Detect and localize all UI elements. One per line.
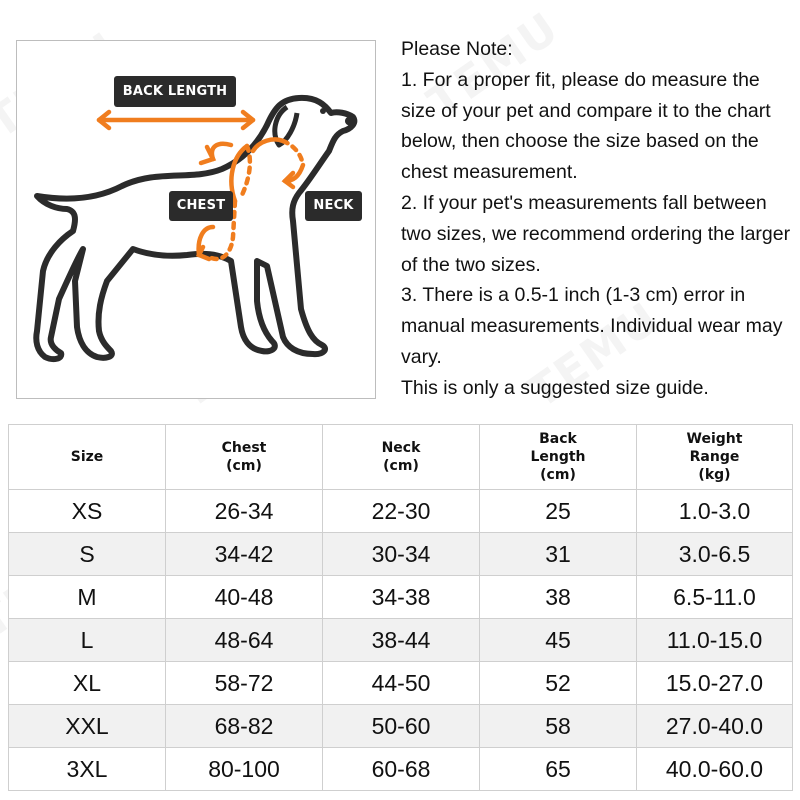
back-length-arrow	[99, 112, 253, 128]
header-chest: Chest (cm)	[166, 425, 323, 490]
chest-label: CHEST	[169, 191, 233, 221]
chest-cell: 26-34	[166, 490, 323, 533]
table-header-row	[9, 425, 793, 490]
back-length-cell: 25	[480, 490, 637, 533]
notes-heading: Please Note:	[401, 38, 513, 60]
neck-cell: 22-30	[323, 490, 480, 533]
measurement-diagram	[16, 40, 376, 399]
back-length-cell: 52	[480, 662, 637, 705]
neck-cell: 50-60	[323, 705, 480, 748]
note-item: 3. There is a 0.5-1 inch (1-3 cm) error in manual measurements. Individual wear may vary.	[401, 284, 783, 368]
table-row	[9, 576, 793, 619]
size-notes	[401, 34, 796, 404]
weight-cell: 27.0-40.0	[637, 705, 793, 748]
weight-cell: 40.0-60.0	[637, 748, 793, 791]
neck-cell: 38-44	[323, 619, 480, 662]
size-cell: S	[9, 533, 166, 576]
chest-cell: 58-72	[166, 662, 323, 705]
table-row	[9, 619, 793, 662]
size-cell: XXL	[9, 705, 166, 748]
size-cell: XS	[9, 490, 166, 533]
back-length-cell: 45	[480, 619, 637, 662]
notes-footer: This is only a suggested size guide.	[401, 376, 709, 399]
neck-label: NECK	[305, 191, 362, 221]
back-length-label: BACK LENGTH	[114, 76, 236, 107]
chest-cell: 40-48	[166, 576, 323, 619]
neck-cell: 30-34	[323, 533, 480, 576]
weight-cell: 1.0-3.0	[637, 490, 793, 533]
neck-cell: 34-38	[323, 576, 480, 619]
dog-eye	[320, 108, 326, 114]
chest-cell: 68-82	[166, 705, 323, 748]
size-chart-table	[8, 424, 793, 791]
neck-cell: 44-50	[323, 662, 480, 705]
header-weight-range: Weight Range (kg)	[637, 425, 793, 490]
back-length-cell: 31	[480, 533, 637, 576]
dog-body-outline	[36, 98, 354, 359]
weight-cell: 11.0-15.0	[637, 619, 793, 662]
dog-nose	[345, 116, 357, 126]
chest-cell: 34-42	[166, 533, 323, 576]
neck-cell: 60-68	[323, 748, 480, 791]
note-item: 2. If your pet's measurements fall between two sizes, we recommend ordering the larger of the two sizes.	[401, 191, 791, 276]
header-neck: Neck (cm)	[323, 425, 480, 490]
chest-cell: 80-100	[166, 748, 323, 791]
size-cell: M	[9, 576, 166, 619]
table-row	[9, 662, 793, 705]
weight-cell: 6.5-11.0	[637, 576, 793, 619]
table-row	[9, 705, 793, 748]
table-row	[9, 748, 793, 791]
note-item: 1. For a proper fit, please do measure the size of your pet and compare it to the chart below, then choose the size based on the chest measurement.	[401, 68, 771, 184]
back-length-cell: 65	[480, 748, 637, 791]
header-size: Size	[9, 425, 166, 490]
chest-cell: 48-64	[166, 619, 323, 662]
weight-cell: 15.0-27.0	[637, 662, 793, 705]
size-cell: 3XL	[9, 748, 166, 791]
back-length-cell: 58	[480, 705, 637, 748]
header-back-length: Back Length (cm)	[480, 425, 637, 490]
weight-cell: 3.0-6.5	[637, 533, 793, 576]
table-row	[9, 490, 793, 533]
back-length-cell: 38	[480, 576, 637, 619]
table-row	[9, 533, 793, 576]
size-cell: XL	[9, 662, 166, 705]
size-cell: L	[9, 619, 166, 662]
